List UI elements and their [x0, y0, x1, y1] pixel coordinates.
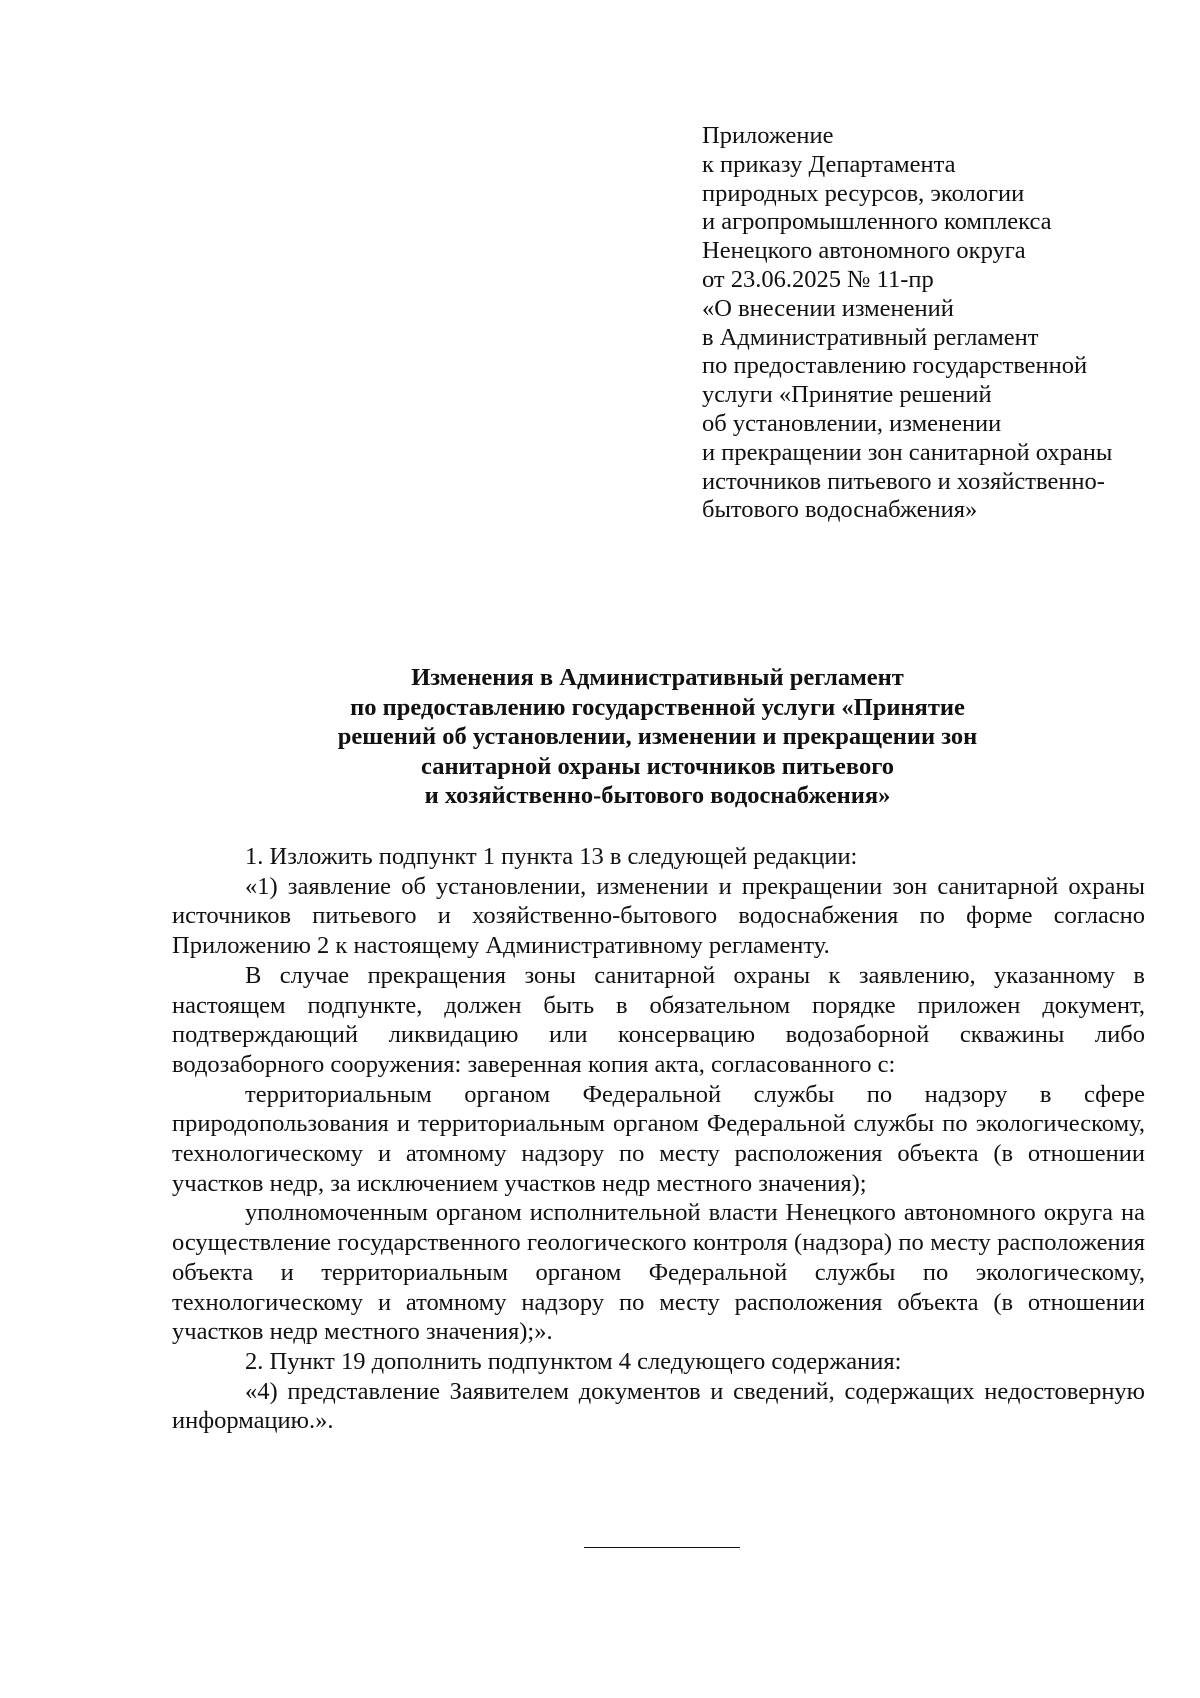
- appendix-line: по предоставлению государственной: [702, 352, 1088, 380]
- title-line: Изменения в Административный регламент: [411, 664, 904, 691]
- document-title: [170, 663, 1145, 811]
- appendix-line: источников питьевого и хозяйственно-: [702, 467, 1105, 495]
- title-line: решений об установлении, изменении и прекращении зон: [337, 723, 978, 750]
- paragraph-regional-agency: уполномоченным органом исполнительной власти Ненецкого автономного округа на осуществление государственного геологического контроля (надзора) по месту расположения объекта и территориальным органом Федеральной службы по экологическому, технологическому и атомному надзору по месту расположения объекта (в отношении участков недр местного значения);».: [172, 1199, 1145, 1346]
- appendix-line: в Административный регламент: [702, 323, 1039, 351]
- paragraph-subitem-1: «1) заявление об установлении, изменении и прекращении зон санитарной охраны источников питьевого и хозяйственно-бытового водоснабжения по форме согласно Приложению 2 к настоящему Административному регламенту.: [172, 872, 1145, 960]
- paragraph-termination-case: В случае прекращения зоны санитарной охраны к заявлению, указанному в настоящем подпункте, должен быть в обязательном порядке приложен документ, подтверждающий ликвидацию или консервацию водозаборной скважины либо водозаборного сооружения: заверенная копия акта, согласованного с:: [172, 961, 1145, 1078]
- appendix-line: от 23.06.2025 № 11-пр: [702, 265, 934, 293]
- appendix-line: и агропромышленного комплекса: [702, 208, 1052, 236]
- title-line: по предоставлению государственной услуги «Принятие: [350, 693, 965, 721]
- paragraph-item-1: 1. Изложить подпункт 1 пункта 13 в следующей редакции:: [245, 843, 858, 870]
- title-line: санитарной охраны источников питьевого: [421, 752, 894, 780]
- paragraph-subitem-4: «4) представление Заявителем документов и сведений, содержащих недостоверную информацию.».: [172, 1377, 1145, 1435]
- appendix-line: Приложение: [702, 122, 834, 149]
- paragraph-federal-agency: территориальным органом Федеральной службы по надзору в сфере природопользования и территориальным органом Федеральной службы по экологическому, технологическому и атомному надзору по месту расположения объекта (в отношении участков недр, за исключением участков недр местного значения);: [172, 1080, 1145, 1197]
- appendix-line: Ненецкого автономного округа: [702, 237, 1026, 265]
- appendix-line: услуги «Принятие решений: [702, 381, 992, 409]
- appendix-header: [702, 122, 1172, 525]
- paragraph-item-2: 2. Пункт 19 дополнить подпунктом 4 следующего содержания:: [245, 1347, 902, 1375]
- appendix-line: об установлении, изменении: [702, 409, 1002, 437]
- appendix-line: к приказу Департамента: [702, 150, 956, 178]
- title-line: и хозяйственно-бытового водоснабжения»: [424, 782, 891, 809]
- appendix-line: «О внесении изменений: [702, 294, 954, 322]
- appendix-line: и прекращении зон санитарной охраны: [702, 438, 1113, 466]
- document-body: [172, 842, 1145, 1436]
- closing-rule: [584, 1547, 740, 1548]
- appendix-line: бытового водоснабжения»: [702, 496, 978, 524]
- appendix-line: природных ресурсов, экологии: [702, 179, 1025, 207]
